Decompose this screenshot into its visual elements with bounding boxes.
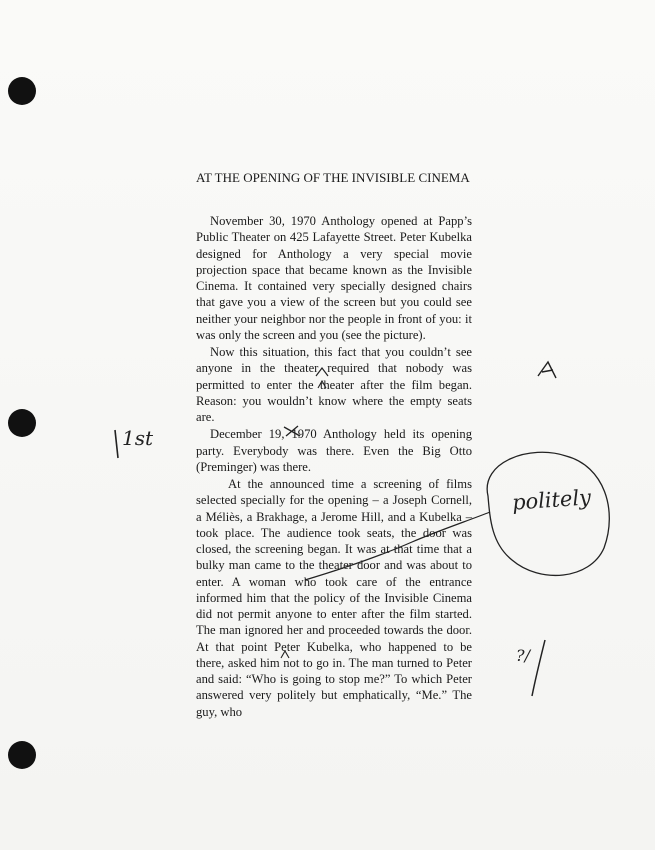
paragraph: December 19, 1970 Anthology held its opening party. Everybody was there. Even the Big Otto (Preminger) was there. [196, 427, 472, 474]
document-title: AT THE OPENING OF THE INVISIBLE CINEMA [196, 170, 470, 185]
margin-note-left: 1st [122, 426, 154, 450]
margin-note-right-bottom: ?/ [516, 646, 530, 665]
margin-stroke [532, 640, 545, 696]
document-body [196, 213, 472, 721]
paragraph: At the announced time a screening of films selected specially for the opening – a Joseph Cornell, a Méliès, a Brakhage, a Jerome Hill, and a Kubelka – took place. The audience took seats, the door was closed, the screening began. It was at that time that a bulky man came to the theater door and was about to enter. A woman who took care of the entrance informed him that the policy of the Invisible Cinema did not permit anyone to enter after the film started. The man ignored her and proceeded towards the door. At that point Peter Kubelka, who happened to be there, asked him not to go in. The man turned to Peter and said: “Who is going to stop me?” To which Peter answered very politely but emphatically, “Me.” The guy, who [196, 477, 472, 719]
margin-stroke [115, 430, 118, 458]
binder-hole [8, 409, 36, 437]
margin-mark [538, 362, 556, 378]
circled-note: politely [511, 485, 592, 515]
binder-hole [8, 741, 36, 769]
paragraph: November 30, 1970 Anthology opened at Papp’s Public Theater on 425 Lafayette Street. Peter Kubelka designed for Anthology a very special movie projection space that became known as the Invisible Cinema. It contained very specially designed chairs that gave you a view of the screen but you could see neither your neighbor nor the people in front of you: it was only the screen and you (see the picture). [196, 214, 472, 342]
margin-note-right-top [562, 360, 563, 361]
paragraph: Now this situation, this fact that you couldn’t see anyone in the theater required that nobody was permitted to enter the theater after the film began. Reason: you wouldn’t know where the empty seats are. [196, 345, 472, 424]
circle-mark [487, 452, 609, 575]
binder-hole [8, 77, 36, 105]
